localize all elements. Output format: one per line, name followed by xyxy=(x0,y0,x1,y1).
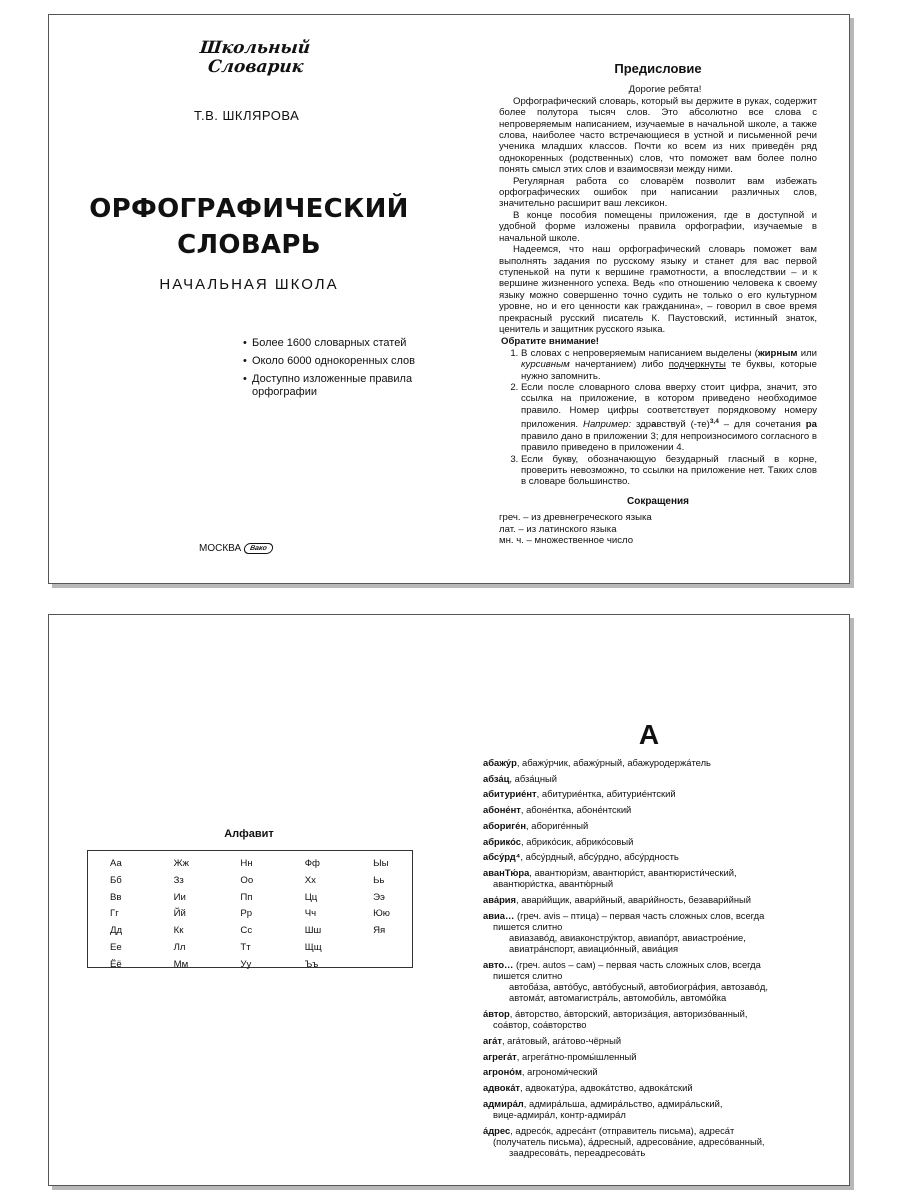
alphabet-column xyxy=(304,851,322,970)
alphabet-letter: Гг xyxy=(110,908,119,920)
dictionary-entry xyxy=(483,773,801,784)
feature-item: • Более 1600 словарных статей xyxy=(243,337,443,350)
dictionary-entry xyxy=(483,757,801,768)
entry-line xyxy=(483,1066,801,1077)
alphabet-letter: Аа xyxy=(110,858,122,869)
entry-line xyxy=(483,1035,801,1046)
rule-bold: ра xyxy=(805,419,817,431)
entry-headword: авто… xyxy=(483,958,514,970)
alphabet-letter: Оо xyxy=(240,874,254,886)
publisher-line xyxy=(199,543,273,554)
entry-continuation: пишется слитно xyxy=(493,920,563,932)
feature-item: • Доступно изложенные правила орфографии xyxy=(243,373,443,399)
entry-continuation: (получатель письма), а́дресный, адресова́ние, адресо́ванный, xyxy=(493,1135,765,1147)
entry-forms: , абажу́рчик, абажу́рный, абажуродержа́тель xyxy=(516,757,711,768)
rule-text: здр xyxy=(631,419,652,431)
entry-forms: , адмира́льша, адмира́льство, адмира́льский, xyxy=(523,1097,723,1109)
entry-line xyxy=(483,757,801,768)
entry-headword: абза́ц xyxy=(483,772,510,784)
alphabet-letter: Фф xyxy=(304,858,320,869)
alphabet-letter: Сс xyxy=(240,925,253,937)
entry-headword: ава́рия xyxy=(483,893,517,905)
dictionary-entry xyxy=(483,804,801,815)
rule-text: вствуй (-те) xyxy=(656,419,710,431)
rule-text: В словах с непроверяемым написанием выделены ( xyxy=(521,347,758,359)
entry-line xyxy=(483,1125,801,1136)
preface-paragraph: Надеемся, что наш орфографический словарь поможет вам выполнять задания по русскому языку и станет для вас первой ступенькой на пути к вершине грамотности, а впоследствии – и к вершине жизненного успеха. Ведь «по отношению человека к своему языку можно совершенно точно судить не только о его культурном уровне, но и его ценности как гражданина», – говорил в свое время прекрасный русский писатель К. Паустовский, истинный знаток, ценитель и защитник русского языка. xyxy=(499,244,817,335)
entry-forms: , адвокату́ра, адвока́тство, адвока́тский xyxy=(520,1082,693,1094)
alphabet-letter: Юю xyxy=(373,908,390,920)
alphabet-letter: Уу xyxy=(240,958,252,970)
alphabet-letter: Нн xyxy=(240,858,253,869)
book-subtitle: НАЧАЛЬНАЯ ШКОЛА xyxy=(159,276,339,293)
alphabet-letter: Ии xyxy=(173,891,186,903)
entry-headword: ага́т xyxy=(483,1035,502,1047)
entry-continuation: соа́втор, соа́вторство xyxy=(493,1019,587,1031)
dictionary-entry xyxy=(483,894,801,905)
preface-page xyxy=(449,15,849,583)
entry-headword: а́дрес xyxy=(483,1124,511,1136)
alphabet-letter: Ъъ xyxy=(304,958,319,970)
entry-headword: абсу́рд⁴ xyxy=(483,851,521,863)
entry-continuation: заадресова́ть, переадресова́ть xyxy=(509,1147,646,1159)
alphabet-letter: Лл xyxy=(173,941,186,953)
entry-line xyxy=(483,1098,801,1109)
rule-item: 3. Если букву, обозначающую безударный гласный в корне, проверить невозможно, то ссылки на приложение нет. Таких слов в словаре большинство. xyxy=(521,454,817,488)
alphabet-page xyxy=(49,615,449,1185)
preface-paragraph: Регулярная работа со словарём позволит вам избежать орфографических ошибок при написании различных слов, значительно расширит ваш лексикон. xyxy=(499,175,817,210)
dictionary-entry xyxy=(483,959,801,1004)
rule-text: или xyxy=(797,347,818,359)
entry-forms: , авари́йщик, авари́йный, авари́йность, безавари́йный xyxy=(516,893,752,905)
entry-line xyxy=(483,820,801,831)
alphabet-letter: Ыы xyxy=(373,858,389,869)
entry-headword: абрико́с xyxy=(483,835,522,847)
rule-text: начертанием) либо xyxy=(569,359,669,371)
alphabet-letter: Йй xyxy=(173,908,186,920)
feature-item: • Около 6000 однокоренных слов xyxy=(243,355,443,368)
rule-example-label: Например: xyxy=(583,419,632,431)
spread-title-preface xyxy=(48,14,850,584)
title-line-2: СЛОВАРЬ xyxy=(177,230,321,260)
spread-alphabet-dictionary xyxy=(48,614,850,1186)
dictionary-page xyxy=(449,615,849,1185)
alphabet-letter: Шш xyxy=(304,925,322,937)
rule-bold: жирным xyxy=(757,347,798,359)
section-letter: А xyxy=(638,719,660,750)
attention-heading: Обратите внимание! xyxy=(501,336,599,348)
entry-forms: , агрега́тно-промы́шленный xyxy=(516,1050,637,1062)
entry-headword: агрега́т xyxy=(483,1050,517,1062)
alphabet-heading: Алфавит xyxy=(224,828,274,840)
alphabet-letter: Чч xyxy=(304,908,317,920)
alphabet-letter: Жж xyxy=(173,858,189,869)
entry-headword: агроно́м xyxy=(483,1066,522,1078)
alphabet-letter: Зз xyxy=(173,874,184,886)
entry-forms: , абсу́рдный, абсу́рдно, абсу́рдность xyxy=(520,851,679,863)
author-name: Т.В. ШКЛЯРОВА xyxy=(194,108,300,123)
dictionary-entries xyxy=(483,757,801,1163)
alphabet-letter: Рр xyxy=(240,908,253,920)
entry-forms: , абза́цный xyxy=(509,772,558,784)
dictionary-entry xyxy=(483,867,801,889)
title-line-1: ОРФОГРАФИЧЕСКИЙ xyxy=(89,194,409,224)
rule-text: правило дано в приложении 3; для непроизносимого согласного в правило приведено в приложении 4. xyxy=(521,430,817,454)
dictionary-entry xyxy=(483,851,801,862)
entry-headword: абажу́р xyxy=(483,757,517,768)
entry-headword: абитурие́нт xyxy=(483,788,537,800)
dictionary-entry xyxy=(483,1066,801,1077)
entry-continuation: автоба́за, авто́бус, авто́бусный, автобиогра́фия, автозаво́д, xyxy=(509,981,768,993)
title-page xyxy=(49,15,449,583)
dictionary-entry xyxy=(483,1051,801,1062)
entry-forms: , адресо́к, адреса́нт (отправитель письма), адреса́т xyxy=(510,1124,735,1136)
alphabet-letter: Кк xyxy=(173,925,184,937)
abbreviation-item: лат. – из латинского языка xyxy=(499,523,617,535)
entry-line xyxy=(483,773,801,784)
rule-underline: подчеркнуты xyxy=(668,359,726,371)
entry-line xyxy=(483,836,801,847)
rule-superscript: 3,4 xyxy=(709,418,719,426)
entry-continuation: авиазаво́д, авиаконстру́ктор, авиапо́рт, авиастрое́ние, xyxy=(509,931,746,943)
entry-line xyxy=(483,910,801,921)
alphabet-table xyxy=(87,850,413,968)
dictionary-entry xyxy=(483,1098,801,1120)
entry-continuation: авантюри́стка, авантю́рный xyxy=(493,878,614,890)
alphabet-letter: Дд xyxy=(110,925,123,937)
alphabet-letter: Ьь xyxy=(373,874,385,886)
rule-item xyxy=(521,382,817,454)
entry-forms: , абитурие́нтка, абитурие́нтский xyxy=(536,788,676,800)
logo-line-2: Словарик xyxy=(207,57,305,77)
rule-item xyxy=(521,348,817,382)
alphabet-letter: Ёё xyxy=(110,958,122,970)
preface xyxy=(499,63,817,546)
alphabet-letter: Вв xyxy=(110,891,122,903)
alphabet-letter: Ээ xyxy=(373,891,385,903)
preface-greeting: Дорогие ребята! xyxy=(628,84,702,96)
abbreviation-item: мн. ч. – множественное число xyxy=(499,535,634,547)
dictionary-entry xyxy=(483,1082,801,1093)
entry-continuation: авиатра́нспорт, авиацио́нный, авиа́ция xyxy=(509,943,679,955)
entry-line xyxy=(483,788,801,799)
dictionary-entry xyxy=(483,910,801,955)
entry-headword: а́втор xyxy=(483,1008,510,1020)
alphabet-letter: Бб xyxy=(110,874,122,886)
rule-italic: курсивным xyxy=(521,359,570,371)
logo-line-1: Школьный xyxy=(199,38,312,58)
alphabet-letter: Цц xyxy=(304,891,318,903)
feature-list xyxy=(243,337,443,404)
dictionary-entry xyxy=(483,836,801,847)
entry-line xyxy=(483,1008,801,1019)
entry-headword: аванТю́ра xyxy=(483,866,530,878)
entry-headword: абориге́н xyxy=(483,819,527,831)
entry-forms: , абориге́нный xyxy=(526,819,589,831)
rules-list xyxy=(499,348,817,488)
entry-forms: , а́вторство, а́вторский, авториза́ция, авторизо́ванный, xyxy=(509,1008,748,1020)
alphabet-column xyxy=(110,851,123,970)
alphabet-letter: Ее xyxy=(110,941,122,953)
dictionary-entry xyxy=(483,1008,801,1030)
entry-forms: , агрономи́ческий xyxy=(521,1066,598,1078)
entry-line xyxy=(483,1051,801,1062)
alphabet-letter: Яя xyxy=(373,925,386,937)
entry-forms: (греч. autos – сам) – первая часть сложных слов, всегда xyxy=(513,958,761,970)
entry-forms: (греч. avis – птица) – первая часть сложных слов, всегда xyxy=(514,909,765,921)
preface-paragraph: Орфографический словарь, который вы держите в руках, содержит более полутора тысяч слов. Это абсолютно все слова с непроверяемым написанием, изучаемые в начальной школе, а также слова, наиболее часто встречающиеся в устной и письменной речи ученика младших классов. Почти ко всем из них приведён ряд однокоренных (родственных) слов, что поможет вам более полно понять смысл этих слов и взаимосвязи между ними. xyxy=(499,95,817,176)
alphabet-letter: Мм xyxy=(173,958,189,970)
alphabet-letter: Тт xyxy=(240,941,251,953)
preface-heading: Предисловие xyxy=(614,61,702,76)
entry-continuation: автома́т, автомагистра́ль, автомоби́ль, автомо́йка xyxy=(509,992,727,1004)
entry-forms: , авантюри́зм, авантюри́ст, авантюристи́ческий, xyxy=(529,866,737,878)
entry-forms: , ага́товый, ага́тово-чёрный xyxy=(501,1035,622,1047)
alphabet-letter: Щщ xyxy=(304,941,322,953)
dictionary-entry xyxy=(483,1035,801,1046)
abbreviation-item: греч. – из древнегреческого языка xyxy=(499,512,652,524)
publisher-city: МОСКВА xyxy=(199,543,242,554)
abbreviations-heading: Сокращения xyxy=(626,495,690,507)
entry-forms: , абрико́сик, абрико́совый xyxy=(521,835,634,847)
entry-line xyxy=(483,867,801,878)
book-title xyxy=(49,191,449,263)
preface-paragraph: В конце пособия помещены приложения, где в доступной и удобной форме изложены правила орфографии, изучаемые в начальной школе. xyxy=(499,209,817,244)
entry-line xyxy=(483,851,801,862)
entry-continuation: вице-адмира́л, контр-адмира́л xyxy=(493,1109,626,1121)
entry-line xyxy=(483,1082,801,1093)
alphabet-column xyxy=(173,851,189,970)
entry-line xyxy=(483,894,801,905)
series-logo xyxy=(197,39,311,77)
entry-headword: абоне́нт xyxy=(483,804,521,816)
entry-headword: адвока́т xyxy=(483,1082,521,1094)
alphabet-letter: Пп xyxy=(240,891,253,903)
entry-line xyxy=(483,804,801,815)
alphabet-letter: Хх xyxy=(304,874,316,886)
dictionary-entry xyxy=(483,1125,801,1159)
rule-text: – для сочетания xyxy=(718,419,806,431)
rule-text: те буквы, которые нужно запомнить. xyxy=(521,359,817,382)
entry-forms: , абоне́нтка, абоне́нтский xyxy=(520,804,632,816)
entry-headword: адмира́л xyxy=(483,1097,524,1109)
publisher-logo: Вако xyxy=(243,543,274,554)
alphabet-column xyxy=(373,851,390,967)
dictionary-entry xyxy=(483,788,801,799)
rule-text: Если после словарного слова вверху стоит цифра, значит, это ссылка на приложение, в котором приведено необходимое правило. Номер цифры соответствует порядковому номеру приложения. xyxy=(521,381,817,431)
entry-line xyxy=(483,959,801,970)
entry-headword: авиа… xyxy=(483,909,515,921)
dictionary-entry xyxy=(483,820,801,831)
alphabet-column xyxy=(240,851,254,970)
rule-bold: а xyxy=(651,419,657,431)
entry-continuation: пишется слитно xyxy=(493,970,563,982)
